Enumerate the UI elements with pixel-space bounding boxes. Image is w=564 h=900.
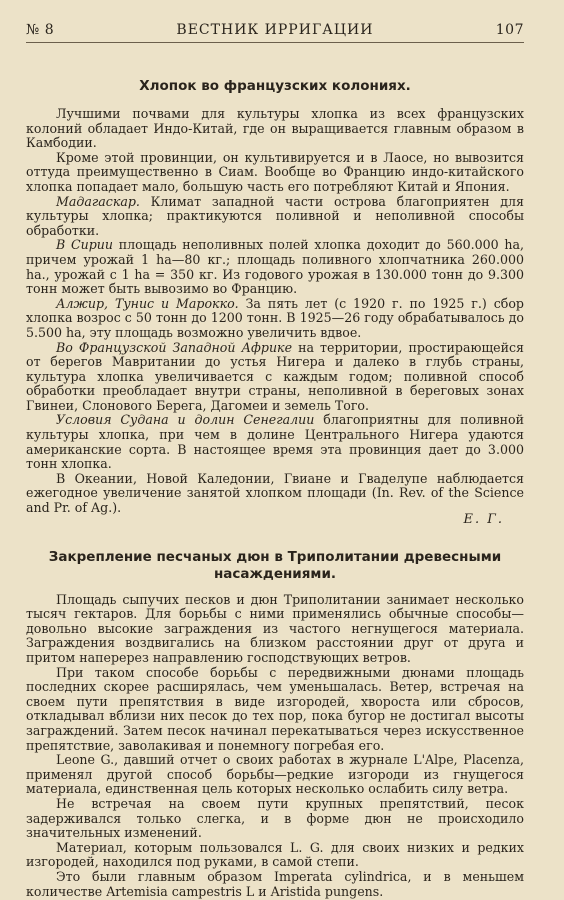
paragraph	[26, 195, 524, 239]
paragraph	[26, 238, 524, 296]
paragraph-text: За пять лет (с 1920 г. по 1925 г.) сбор хлопка возрос с 50 тонн до 1200 тонн. В 1925—26 году обрабатывалось до 5.500 ha, эту площадь возможно увеличить вдвое.	[26, 295, 524, 340]
paragraph: В Океании, Новой Каледонии, Гвиане и Гваделупе наблюдается ежегодное увеличение занятой хлопком площади (In. Rev. of the Science and Pr. of Ag.).	[26, 470, 524, 516]
paragraph	[26, 413, 524, 471]
article-body-dunes	[26, 593, 524, 899]
article-title-cotton: Хлопок во французских колониях.	[139, 78, 411, 94]
paragraph: Leone G., давший отчет о своих работах в журнале L'Alpe, Placenza, применял другой способ борьбы—редкие изгороди из гнущегося материала, единственная цель которых несколько ослабить силу ветра.	[26, 752, 524, 797]
paragraph: Кроме этой провинции, он культивируется и в Лаосе, но вывозится оттуда преимущественно в Сиам. Вообще во Францию индо-китайского хлопка попадает мало, большую часть его потребляют Китай и Япония.	[26, 149, 524, 194]
paragraph-text: площадь неполивных полей хлопка доходит до 560.000 ha, причем урожай 1 ha—80 кг.; площадь поливного хлопчатника 260.000 ha., урожай с 1 ha = 350 кг. Из годового урожая в 130.000 тонн до 9.300 тонн может быть вывозимо во Францию.	[26, 237, 525, 297]
page-number: 107	[495, 22, 524, 38]
paragraph: Площадь сыпучих песков и дюн Триполитании занимает несколько тысяч гектаров. Для борьбы с ними применялись обычные способы—довольно высокие заграждения из частого негнущегося материала. Заграждения воздвигались на близком расстоянии друг от друга и притом наперерез направлению господствующих ветров.	[26, 591, 524, 665]
paragraph-text: на территории, простирающейся от берегов Мавритании до устья Нигера и далеко в глубь страны, культура хлопка увеличивается с каждым годом; поливной способ обработки преобладает внутри страны, неполивной в береговых зонах Гвинеи, Слонового Берега, Дагомеи и земель Того.	[26, 339, 524, 413]
paragraph: Материал, которым пользовался L. G. для своих низких и редких изгородей, находился под руками, в самой степи.	[26, 839, 524, 870]
article-body-cotton	[26, 107, 524, 527]
region-lead: Алжир, Тунис и Марокко.	[56, 295, 239, 311]
region-lead: Мадагаскар.	[56, 193, 140, 209]
region-lead: В Сирии	[56, 237, 114, 253]
paragraph: Это были главным образом Imperata cylindrica, и в меньшем количестве Artemisia campestris L и Aristida pungens.	[26, 868, 524, 899]
author-signature: Е. Г.	[463, 511, 504, 527]
article-title-dunes: Закрепление песчаных дюн в Триполитании древесными насаждениями.	[48, 548, 502, 582]
paragraph	[26, 297, 524, 341]
paragraph: Лучшими почвами для культуры хлопка из всех французских колоний обладает Индо-Китай, где он выращивается главным образом в Камбодии.	[26, 106, 524, 151]
region-lead: Во Французской Западной Африке	[56, 339, 293, 355]
running-header	[26, 22, 524, 43]
journal-title: ВЕСТНИК ИРРИГАЦИИ	[176, 22, 374, 38]
issue-number: № 8	[26, 22, 55, 38]
paragraph-text: Климат западной части острова благоприятен для культуры хлопка; практикуются поливной и неполивной способы обработки.	[26, 193, 524, 238]
paragraph: Не встречая на своем пути крупных препятствий, песок задерживался только слегка, и в форме дюн не происходило значительных изменений.	[26, 795, 524, 841]
paragraph-text: благоприятны для поливной культуры хлопка, при чем в долине Центрального Нигера удаются американские сорта. В настоящее время эта провинция дает до 3.000 тонн хлопка.	[26, 412, 524, 472]
paragraph	[26, 341, 524, 414]
paragraph: При таком способе борьбы с передвижными дюнами площадь последних скорее расширялась, чем уменьшалась. Ветер, встречая на своем пути препятствия в виде изгородей, хвороста или сбросов, откладывал вблизи них песок до тех пор, пока бугор не достигал высоты заграждений. Затем песок начинал перекатываться через искусственное препятствие, заволакивая и понемногу погребая его.	[26, 664, 524, 753]
region-lead: Условия Судана и долин Сенегалии	[56, 412, 315, 428]
